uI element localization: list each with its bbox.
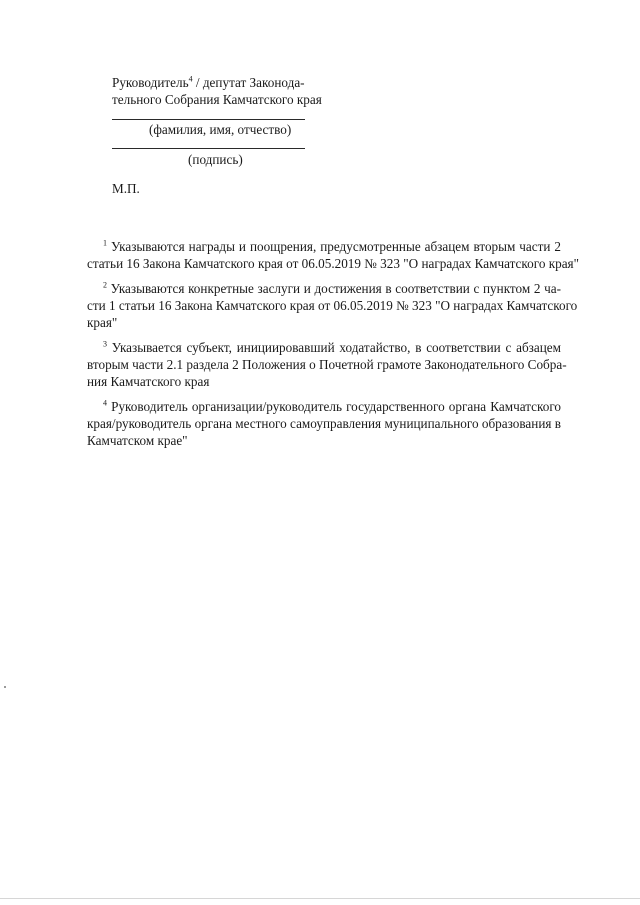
footnote-4-line-1: $^4$ Руководитель организации/руководитель государственного органа Камчатского	[103, 398, 562, 414]
footnote-2-line-2: сти 1 статьи 16 Закона Камчатского края от 06.05.2019 № 323 "О наградах Камчатского	[87, 298, 578, 313]
footnote-4-line-2: края/руководитель органа местного самоуправления муниципального образования в	[87, 416, 561, 431]
footnote-4-number: 4	[103, 398, 107, 408]
footnote-3-number: 3	[103, 339, 107, 349]
footnote-3-line-1: $^3$ Указывается субъект, инициировавший ходатайство, в соответствии с абзацем	[103, 339, 561, 355]
signatory-role-text: Руководитель	[112, 75, 189, 90]
signatory-role-line-1	[112, 76, 305, 89]
stamp-mark: М.П.	[112, 181, 140, 196]
footnote-3-line-2: вторым части 2.1 раздела 2 Положения о Почетной грамоте Законодательного Собра-	[87, 357, 567, 372]
footnote-1-number: 1	[103, 238, 107, 248]
footnote-2-number: 2	[103, 280, 107, 290]
scan-bottom-edge	[0, 898, 640, 899]
footnote-ref-4: 4	[188, 74, 193, 84]
signatory-role-line-2: тельного Собрания Камчатского края	[112, 92, 322, 107]
footnote-1-line-2: статьи 16 Закона Камчатского края от 06.05.2019 № 323 "О наградах Камчатского края"	[87, 256, 580, 271]
footnote-2-line-1: $^2$ Указываются конкретные заслуги и достижения в соответствии с пунктом 2 ча-	[103, 280, 562, 296]
signature-underline	[112, 148, 305, 149]
scan-speck	[4, 686, 6, 688]
name-underline	[112, 119, 305, 120]
footnote-2-line-3: края"	[87, 315, 118, 330]
name-caption: (фамилия, имя, отчество)	[149, 122, 292, 137]
signature-caption: (подпись)	[188, 152, 243, 167]
footnote-4-line-3: Камчатском крае"	[87, 433, 188, 448]
footnote-1-line-1: $^1$ Указываются награды и поощрения, предусмотренные абзацем вторым части 2	[103, 238, 561, 254]
footnote-3-line-3: ния Камчатского края	[87, 374, 210, 389]
signatory-role-rest: / депутат Законода-	[192, 75, 305, 90]
